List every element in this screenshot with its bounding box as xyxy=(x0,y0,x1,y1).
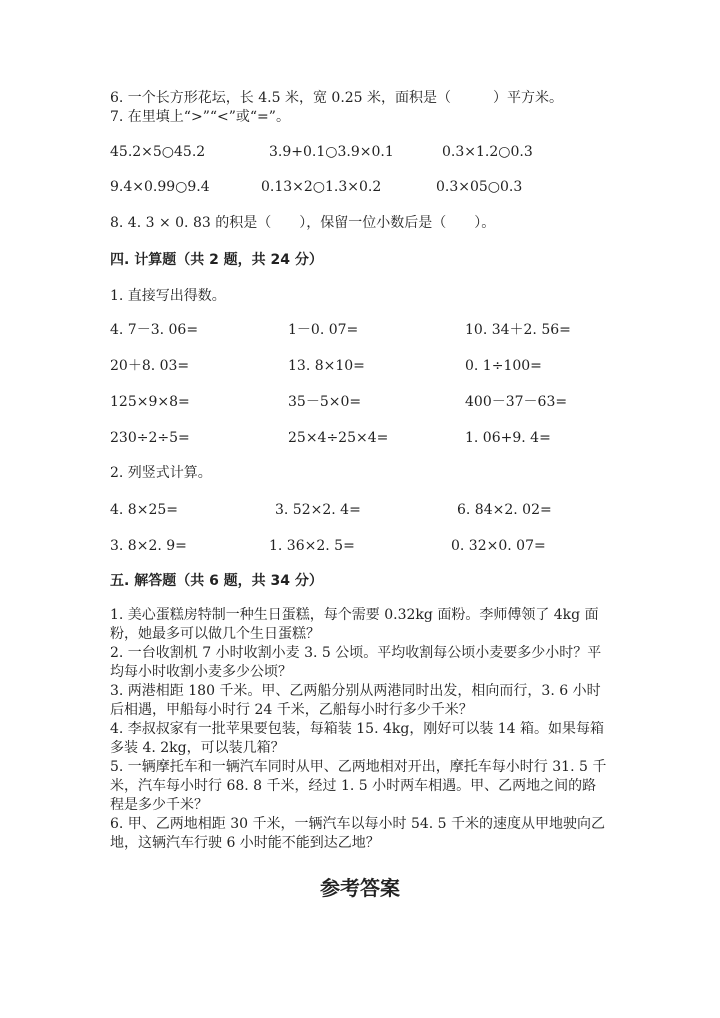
word-problem: 3. 两港相距 180 千米。甲、乙两船分别从两港同时出发，相向而行，3. 6 小时后相遇，甲船每小时行 24 千米，乙船每小时行多少千米？ xyxy=(110,683,601,718)
calc-item: 13. 8×10= xyxy=(288,358,365,374)
calc-row xyxy=(110,356,630,376)
word-problems xyxy=(110,606,610,853)
calc-item: 400－37－63= xyxy=(465,394,568,410)
question-8: 8. 4. 3 × 0. 83 的积是（ ），保留一位小数后是（ ）。 xyxy=(110,215,496,231)
compare-item: 45.2×5○45.2 xyxy=(110,144,206,160)
calc-item: 6. 84×2. 02= xyxy=(457,502,552,518)
calc-item: 0. 1÷100= xyxy=(465,358,542,374)
calc-item: 1. 36×2. 5= xyxy=(269,538,355,554)
compare-item: 0.3×1.2○0.3 xyxy=(442,144,533,160)
question-6: 6. 一个长方形花坛，长 4.5 米，宽 0.25 米，面积是（ ）平方米。 xyxy=(110,90,564,106)
compare-row xyxy=(110,177,630,197)
calc-item: 0. 32×0. 07= xyxy=(451,538,546,554)
compare-item: 0.13×2○1.3×0.2 xyxy=(261,179,382,195)
calc-item: 35－5×0= xyxy=(288,394,362,410)
calc-item: 1－0. 07= xyxy=(288,322,359,338)
subquestion-1: 1. 直接写出得数。 xyxy=(110,288,226,304)
question-7: 7. 在里填上“>”“<”或“=”。 xyxy=(110,109,290,125)
compare-item: 3.9+0.1○3.9×0.1 xyxy=(269,144,394,160)
vertical-calc-row xyxy=(110,536,630,556)
calc-item: 25×4÷25×4= xyxy=(288,430,389,446)
word-problem: 5. 一辆摩托车和一辆汽车同时从甲、乙两地相对开出，摩托车每小时行 31. 5 千米，汽车每小时行 68. 8 千米，经过 1. 5 小时两车相遇。甲、乙两地之间的路程是多少千米？ xyxy=(110,759,607,813)
calc-item: 20＋8. 03= xyxy=(110,358,190,374)
word-problem: 6. 甲、乙两地相距 30 千米，一辆汽车以每小时 54. 5 千米的速度从甲地驶向乙地，这辆汽车行驶 6 小时能不能到达乙地？ xyxy=(110,816,606,851)
calc-item: 10. 34＋2. 56= xyxy=(465,322,571,338)
section-5-heading: 五. 解答题（共 6 题，共 34 分） xyxy=(110,573,323,589)
calc-item: 3. 8×2. 9= xyxy=(110,538,187,554)
answer-key-title: 参考答案 xyxy=(320,876,400,900)
calc-row xyxy=(110,320,630,340)
section-4-heading: 四. 计算题（共 2 题，共 24 分） xyxy=(110,252,323,268)
word-problem: 2. 一台收割机 7 小时收割小麦 3. 5 公顷。平均收割每公顷小麦要多少小时？平均每小时收割小麦多少公顷？ xyxy=(110,645,602,680)
calc-item: 1. 06+9. 4= xyxy=(465,430,551,446)
compare-item: 9.4×0.99○9.4 xyxy=(110,179,210,195)
calc-row xyxy=(110,428,630,448)
calc-item: 4. 8×25= xyxy=(110,502,178,518)
calc-item: 230÷2÷5= xyxy=(110,430,190,446)
calc-item: 125×9×8= xyxy=(110,394,190,410)
calc-item: 3. 52×2. 4= xyxy=(275,502,361,518)
word-problem: 4. 李叔叔家有一批苹果要包装，每箱装 15. 4kg，刚好可以装 14 箱。如果每箱多装 4. 2kg，可以装几箱？ xyxy=(110,721,605,756)
compare-item: 0.3×05○0.3 xyxy=(436,179,523,195)
calc-item: 4. 7－3. 06= xyxy=(110,322,199,338)
compare-row xyxy=(110,142,630,162)
subquestion-2: 2. 列竖式计算。 xyxy=(110,465,212,481)
calc-row xyxy=(110,392,630,412)
word-problem: 1. 美心蛋糕房特制一种生日蛋糕，每个需要 0.32kg 面粉。李师傅领了 4kg 面粉，她最多可以做几个生日蛋糕？ xyxy=(110,607,599,642)
vertical-calc-row xyxy=(110,500,630,520)
